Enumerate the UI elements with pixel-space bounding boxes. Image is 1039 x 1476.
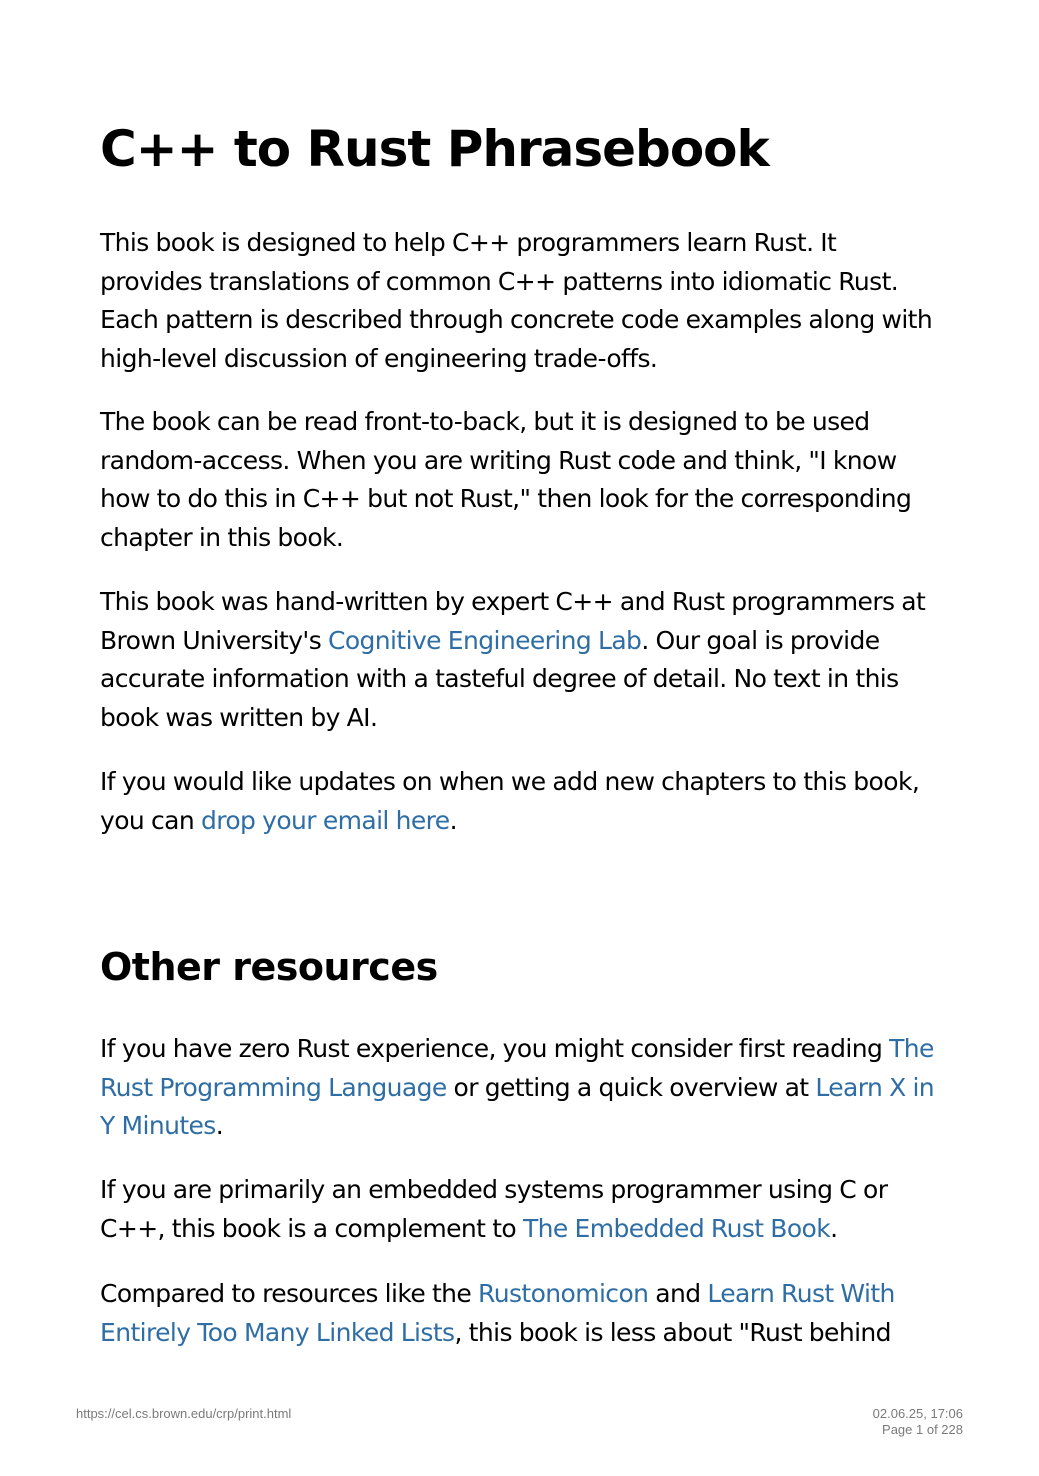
text: Compared to resources like the [100,1279,479,1308]
embedded-rust-book-link[interactable]: The Embedded Rust Book [522,1213,831,1243]
learn-x-in-y-minutes-link[interactable]: Learn X in Y Minutes [100,1072,935,1140]
cognitive-engineering-lab-link[interactable]: Cognitive Engineering Lab [327,625,642,655]
text: . [215,1111,224,1140]
text: , this book is less about "Rust behind [454,1317,891,1347]
section-heading-other-resources: Other resources [100,945,438,989]
text: If you are primarily an embedded systems programmer using C or C++, this book is a complement to [100,1175,888,1243]
text: If you would like updates on when we add new chapters to this book, you can [100,767,920,835]
text: and [648,1279,708,1308]
rustonomicon-link[interactable]: Rustonomicon [478,1279,649,1308]
intro-paragraph-2: The book can be read front-to-back, but it is designed to be used random-access. When you are writing Rust code and think, "I know how to do this in C++ but not Rust," then look for the corresponding chapter in this book. [100,407,912,552]
text: If you have zero Rust experience, you might consider first reading [100,1034,890,1063]
text: . [830,1213,838,1243]
text: . [449,805,457,835]
too-many-linked-lists-link[interactable]: Learn Rust With Entirely Too Many Linked Lists [100,1279,895,1347]
footer-page-number: Page 1 of 228 [882,1422,963,1437]
resources-paragraph-2 [100,1171,945,1248]
text: or getting a quick overview at [446,1072,816,1102]
resources-paragraph-3 [100,1275,945,1352]
rust-programming-language-link[interactable]: The Rust Programming Language [100,1034,934,1102]
text: This book was hand-written by expert C++ and Rust programmers at Brown University's [100,587,926,655]
footer-url: https://cel.cs.brown.edu/crp/print.html [76,1406,292,1421]
footer-datetime: 02.06.25, 17:06 [872,1406,963,1421]
page-title: C++ to Rust Phrasebook [100,120,769,178]
footer-meta [873,1406,963,1438]
intro-paragraph-3 [100,583,945,737]
intro-paragraph-4 [100,763,945,840]
text: . Our goal is provide accurate information with a tasteful degree of detail. No text in this book was written by AI. [100,625,899,732]
intro-paragraph-1: This book is designed to help C++ programmers learn Rust. It provides translations of common C++ patterns into idiomatic Rust. Each pattern is described through concrete code examples along with high-level discussion of engineering trade-offs. [100,228,933,373]
email-signup-link[interactable]: drop your email here [200,805,450,835]
resources-paragraph-1 [100,1030,945,1146]
